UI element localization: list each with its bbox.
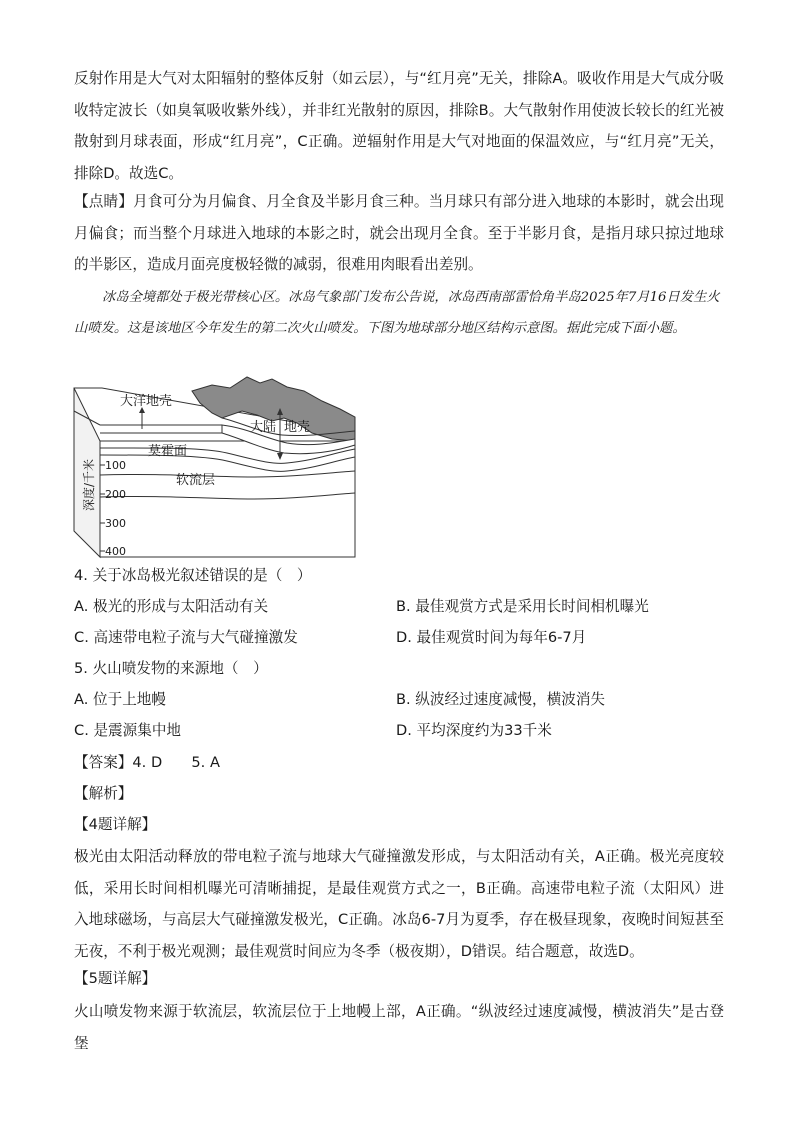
detail-5-text: 火山喷发物来源于软流层，软流层位于上地幔上部，A正确。“纵波经过速度减慢，横波消失”是古登堡: [74, 1003, 724, 1052]
earth-structure-figure: [72, 373, 358, 559]
crust-label: 地壳: [284, 420, 311, 435]
question-4-stem: 4. 关于冰岛极光叙述错误的是（ ）: [74, 567, 312, 584]
detail-5-label: 【5题详解】: [74, 970, 157, 987]
depth-tick-300: 300: [105, 517, 126, 530]
q5-option-a: A. 位于上地幔: [74, 691, 166, 708]
key-point-text: 月食可分为月偏食、月全食及半影月食三种。当月球只有部分进入地球的本影时，就会出现月偏食；而当整个月球进入地球的本影之时，就会出现月全食。至于半影月食，是指月球只掠过地球的半影区，造成月面亮度极轻微的减弱，很难用肉眼看出差别。: [74, 193, 724, 273]
q4-option-c: C. 高速带电粒子流与大气碰撞激发: [74, 629, 298, 646]
depth-axis-label: 深度/千米: [82, 458, 96, 511]
detail-4-text: 极光由太阳活动释放的带电粒子流与地球大气碰撞激发形成，与太阳活动有关，A正确。极光亮度较低，采用长时间相机曝光可清晰捕捉，是最佳观赏方式之一，B正确。高速带电粒子流（太阳风）进入地球磁场，与高层大气碰撞激发极光，C正确。冰岛6-7月为夏季，存在极昼现象，夜晚时间短甚至无夜，不利于极光观测；最佳观赏时间应为冬季（极夜期），D错误。结合题意，故选D。: [74, 848, 724, 960]
key-point-label: 【点睛】: [74, 193, 134, 210]
ocean-crust-label: 大洋地壳: [120, 394, 173, 409]
analysis-label: 【解析】: [74, 785, 133, 802]
detail-4-label: 【4题详解】: [74, 816, 157, 833]
key-point-paragraph: [74, 186, 724, 281]
answer-label: 【答案】: [74, 754, 133, 771]
q4-option-b: B. 最佳观赏方式是采用长时间相机曝光: [396, 598, 649, 615]
depth-tick-400: 400: [105, 545, 126, 558]
moho-label: 莫霍面: [148, 444, 188, 459]
explanation-paragraph: 反射作用是大气对太阳辐射的整体反射（如云层），与“红月亮”无关，排除A。吸收作用是大气成分吸收特定波长（如臭氧吸收紫外线），并非红光散射的原因，排除B。大气散射作用使波长较长的红光被散射到月球表面，形成“红月亮”，C正确。逆辐射作用是大气对地面的保温效应，与“红月亮”无关，排除D。故选C。: [74, 70, 724, 182]
material-intro: [74, 282, 724, 344]
q5-option-d: D. 平均深度约为33千米: [396, 722, 552, 739]
q4-option-a: A. 极光的形成与太阳活动有关: [74, 598, 269, 615]
question-5-stem: 5. 火山喷发物的来源地（ ）: [74, 660, 268, 677]
asthenosphere-label: 软流层: [176, 473, 216, 488]
q4-option-d: D. 最佳观赏时间为每年6-7月: [396, 629, 587, 646]
depth-tick-200: 200: [105, 488, 126, 501]
material-intro-text: 冰岛全境都处于极光带核心区。冰岛气象部门发布公告说，冰岛西南部雷恰角半岛2025年7月16日发生火山喷发。这是该地区今年发生的第二次火山喷发。下图为地球部分地区结构示意图。据此完成下面小题。: [74, 290, 720, 336]
continent-label: 大陆: [250, 420, 277, 435]
answer-line: [74, 753, 220, 773]
q5-option-c: C. 是震源集中地: [74, 722, 182, 739]
depth-tick-100: 100: [105, 459, 126, 472]
answer-text: 4. D 5. A: [132, 754, 220, 771]
q5-option-b: B. 纵波经过速度减慢，横波消失: [396, 691, 606, 708]
